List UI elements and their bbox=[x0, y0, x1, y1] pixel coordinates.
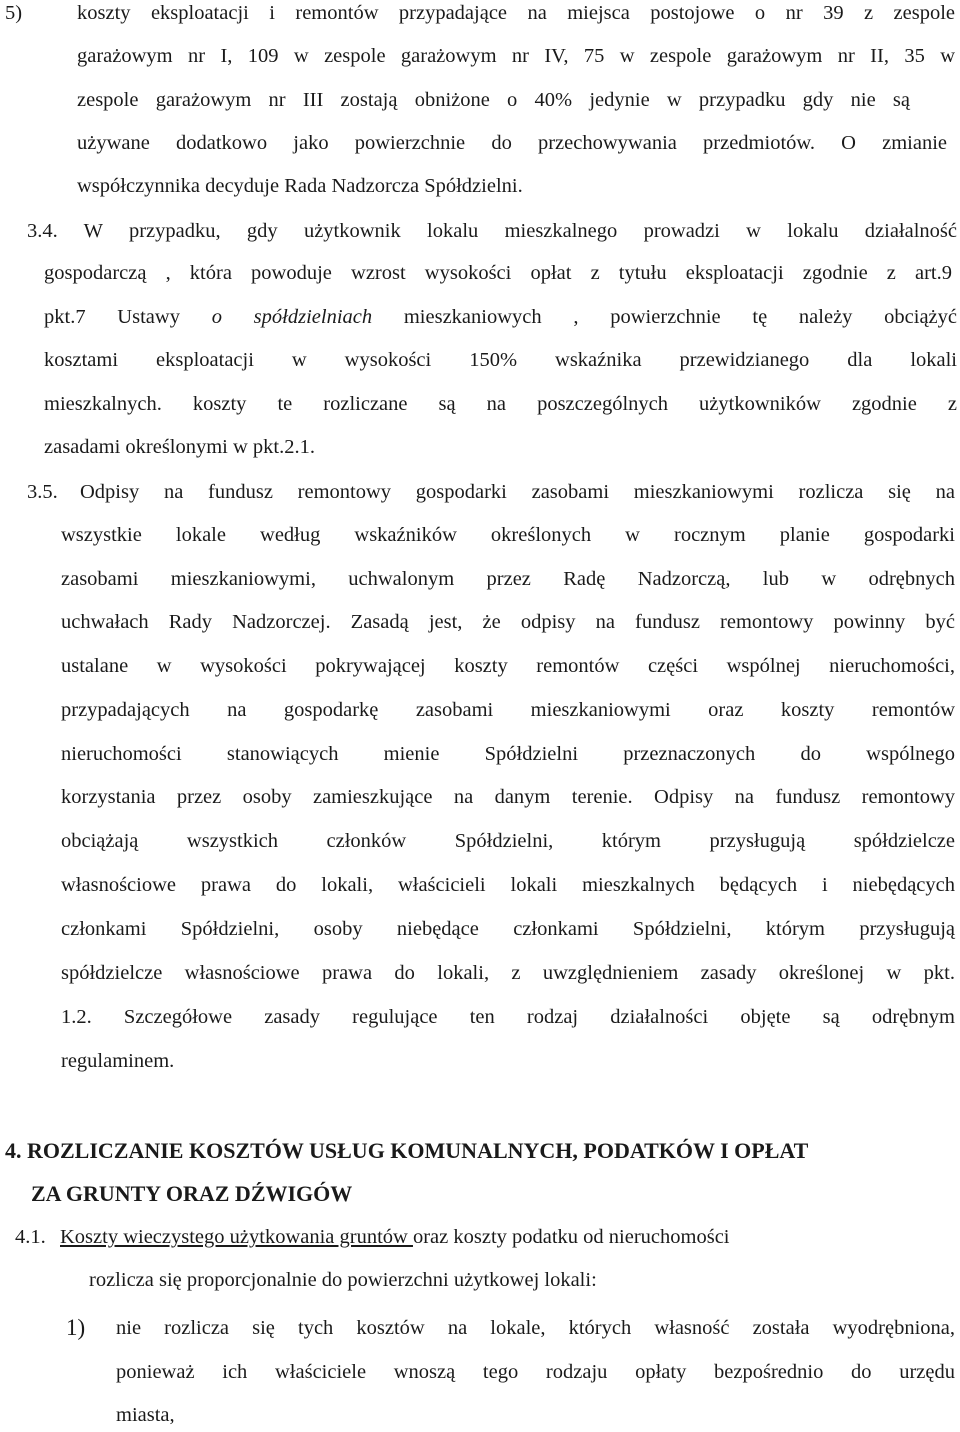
section-4-1-underlined: Koszty wieczystego użytkowania gruntów bbox=[60, 1226, 413, 1248]
item-5-line: zespole garażowym nr III zostają obniżone o 40% jedynie w przypadku gdy nie są bbox=[77, 89, 910, 111]
section-3-5-line: własnościowe prawa do lokali, właścicieli lokali mieszkalnych będących i niebędących bbox=[61, 874, 955, 896]
section-3-4-line: 3.4. W przypadku, gdy użytkownik lokalu mieszkalnego prowadzi w lokalu działalność bbox=[27, 220, 957, 242]
section-4-heading: 4. ROZLICZANIE KOSZTÓW USŁUG KOMUNALNYCH, PODATKÓW I OPŁAT bbox=[5, 1138, 809, 1163]
section-3-5-line: korzystania przez osoby zamieszkujące na danym terenie. Odpisy na fundusz remontowy bbox=[61, 786, 955, 808]
section-4-1-number: 4.1. bbox=[15, 1226, 46, 1248]
section-3-5-line: wszystkie lokale według wskaźników określonych w rocznym planie gospodarki bbox=[61, 524, 955, 546]
section-3-5-line: ustalane w wysokości pokrywającej koszty remontów części wspólnej nieruchomości, bbox=[61, 655, 955, 677]
act-title-italic: o spółdzielniach bbox=[211, 306, 373, 328]
item-5-line: współczynnika decyduje Rada Nadzorcza Spółdzielni. bbox=[77, 175, 523, 197]
section-4-1-line-rest: oraz koszty podatku od nieruchomości bbox=[412, 1226, 730, 1248]
section-3-5-line: regulaminem. bbox=[61, 1050, 175, 1072]
section-3-5-number: 3.5. bbox=[27, 481, 58, 503]
section-3-4-line: zasadami określonymi w pkt.2.1. bbox=[44, 436, 316, 458]
section-3-5-line: 1.2. Szczegółowe zasady regulujące ten rodzaj działalności objęte są odrębnym bbox=[61, 1006, 955, 1028]
item-1-line: ponieważ ich właściciele wnoszą tego rodzaju opłaty bezpośrednio do urzędu bbox=[116, 1361, 955, 1383]
item-5-number: 5) bbox=[5, 2, 23, 24]
section-3-5-line: obciążają wszystkich członków Spółdzielni, którym przysługują spółdzielcze bbox=[61, 830, 955, 852]
section-4-1-line: rozlicza się proporcjonalnie do powierzchni użytkowej lokali: bbox=[89, 1269, 597, 1291]
section-3-5-line: Odpisy na fundusz remontowy gospodarki zasobami mieszkaniowymi rozlicza się na bbox=[80, 481, 955, 503]
item-5-line: garażowym nr I, 109 w zespole garażowym nr IV, 75 w zespole garażowym nr II, 35 w bbox=[77, 45, 955, 67]
section-3-4-line-end: mieszkaniowych , powierzchnie tę należy obciążyć bbox=[372, 306, 958, 328]
section-3-4-line: kosztami eksploatacji w wysokości 150% wskaźnika przewidzianego dla lokali bbox=[44, 349, 957, 371]
section-3-4-line: mieszkalnych. koszty te rozliczane są na poszczególnych użytkowników zgodnie z bbox=[44, 393, 957, 415]
section-3-5-line: przypadających na gospodarkę zasobami mieszkaniowymi oraz koszty remontów bbox=[61, 699, 955, 721]
section-3-5-line: zasobami mieszkaniowymi, uchwalonym przez Radę Nadzorczą, lub w odrębnych bbox=[61, 568, 955, 590]
section-3-4-line: gospodarczą , która powoduje wzrost wysokości opłat z tytułu eksploatacji zgodnie z art.9 bbox=[44, 262, 952, 284]
section-3-5-line: spółdzielcze własnościowe prawa do lokali, z uwzględnieniem zasady określonej w pkt. bbox=[61, 962, 955, 984]
section-3-5-line: członkami Spółdzielni, osoby niebędące członkami Spółdzielni, którym przysługują bbox=[61, 918, 955, 940]
item-1-line: nie rozlicza się tych kosztów na lokale, których własność została wyodrębniona, bbox=[116, 1317, 955, 1339]
section-3-4-line-start: pkt.7 Ustawy bbox=[44, 306, 212, 328]
item-5-line: używane dodatkowo jako powierzchnie do przechowywania przedmiotów. O zmianie bbox=[77, 132, 947, 154]
section-4-heading-continued: ZA GRUNTY ORAZ DŹWIGÓW bbox=[31, 1181, 353, 1206]
section-3-5-line: nieruchomości stanowiących mienie Spółdzielni przeznaczonych do wspólnego bbox=[61, 743, 955, 765]
item-1-number: 1) bbox=[66, 1315, 86, 1340]
section-3-5-line: uchwałach Rady Nadzorczej. Zasadą jest, że odpisy na fundusz remontowy powinny być bbox=[61, 611, 955, 633]
item-5-line: koszty eksploatacji i remontów przypadające na miejsca postojowe o nr 39 z zespole bbox=[77, 2, 955, 24]
item-1-line: miasta, bbox=[116, 1404, 175, 1426]
